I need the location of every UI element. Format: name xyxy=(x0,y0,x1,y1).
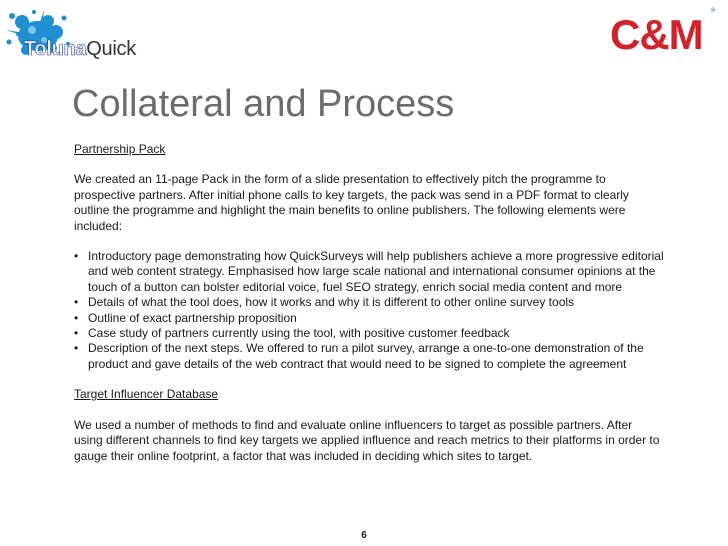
asterisk-icon: * xyxy=(710,5,717,22)
list-item xyxy=(74,341,664,372)
section-heading-target-influencer-database: Target Influencer Database xyxy=(74,387,219,402)
content-body xyxy=(74,142,664,479)
list-item-text: Case study of partners currently using the tool, with positive customer feedback xyxy=(88,326,510,341)
list-item xyxy=(74,326,664,341)
page-title: Collateral and Process xyxy=(72,83,455,125)
bullet-icon: • xyxy=(74,326,79,341)
brand-name-bold: Toluna xyxy=(24,38,87,60)
list-item-text: Details of what the tool does, how it works and why it is different to other online survey tools xyxy=(88,295,575,310)
bullet-icon: • xyxy=(74,310,79,325)
page-number: 6 xyxy=(361,530,367,541)
list-item-text: Outline of exact partnership proposition xyxy=(88,310,297,325)
toluna-quick-wordmark xyxy=(24,38,136,60)
list-item xyxy=(74,249,664,295)
section-heading-partnership-pack: Partnership Pack xyxy=(74,142,166,156)
partnership-pack-list xyxy=(74,249,664,372)
toluna-quick-logo xyxy=(4,8,154,64)
list-item-text: Description of the next steps. We offered to run a pilot survey, arrange a one-to-one demonstration of the product and gave details of the web contract that would need to be signed to complete the agreement xyxy=(88,341,644,371)
list-item-text: Introductory page demonstrating how QuickSurveys will help publishers achieve a more progressive editorial and web content strategy. Emphasised how large scale national and international consumer opinions at the touch of a button can bolster editorial voice, fuel SEO strategy, enrich social media content and more xyxy=(88,249,664,294)
brand-name-light: Quick xyxy=(86,38,136,60)
bullet-icon: • xyxy=(74,341,79,356)
partnership-pack-paragraph: We created an 11-page Pack in the form of a slide presentation to effectively pitch the programme to prospective partners. After initial phone calls to key targets, the pack was send in a PDF format to clearly outline the programme and highlight the main benefits to online publishers. The following elements were included: xyxy=(74,172,629,233)
bullet-icon: • xyxy=(74,295,79,310)
list-item xyxy=(74,295,664,310)
target-influencer-paragraph: We used a number of methods to find and evaluate online influencers to target as possible partners. After using different channels to find key targets we applied influence and reach metrics to their platforms in order to gauge their online footprint, a factor that was included in deciding which sites to target. xyxy=(74,417,660,463)
bullet-icon: • xyxy=(74,249,79,264)
cm-logo-text: C&M xyxy=(610,11,703,58)
list-item xyxy=(74,311,664,326)
cm-logo xyxy=(610,5,720,62)
